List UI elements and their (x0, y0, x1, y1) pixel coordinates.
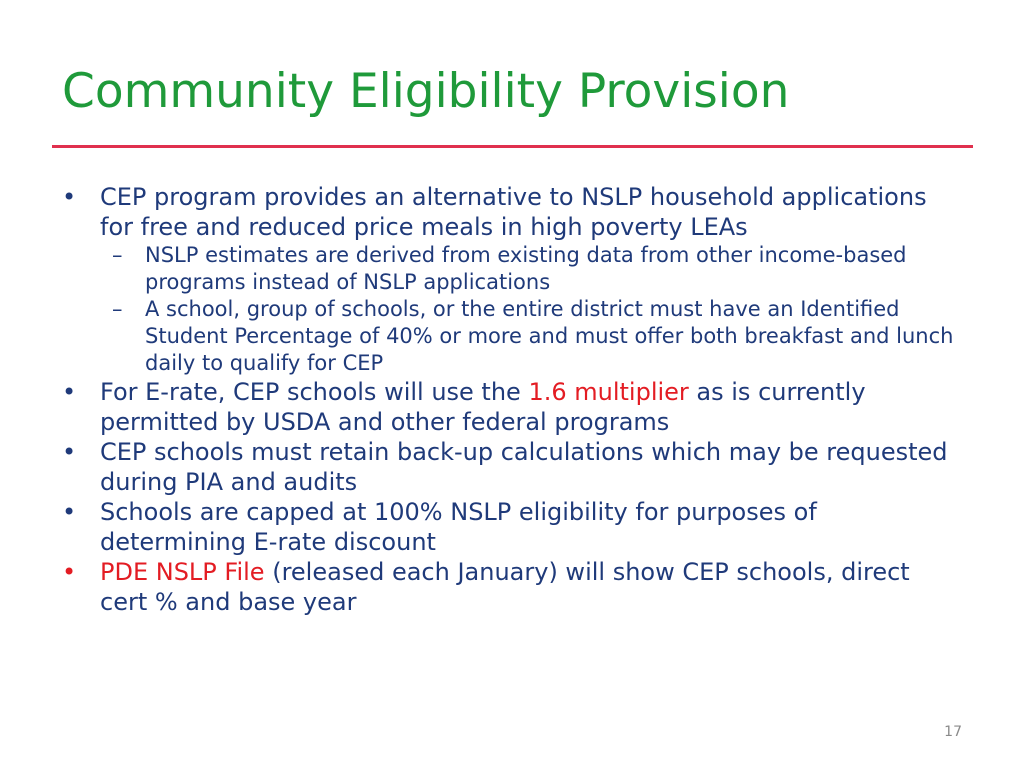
bullet-text: CEP schools must retain back-up calculations which may be requested during PIA and audits (100, 438, 948, 496)
bullet-erate-multiplier (62, 377, 962, 437)
bullet-text-start: For E-rate, CEP schools will use the (100, 378, 529, 406)
bullet-text: Schools are capped at 100% NSLP eligibility for purposes of determining E-rate discount (100, 498, 817, 556)
bullet-pde-nslp-file (62, 557, 962, 617)
sub-bullet-identified-student-percentage (62, 296, 962, 377)
sub-bullet-text: A school, group of schools, or the entire district must have an Identified Student Percentage of 40% or more and must offer both breakfast and lunch daily to qualify for CEP (145, 297, 954, 375)
sub-bullet-nslp-estimates (62, 242, 962, 296)
bullet-backup-calculations (62, 437, 962, 497)
bullet-cep-program (62, 182, 962, 242)
pde-nslp-file-highlight: PDE NSLP File (100, 558, 265, 586)
bullet-eligibility-cap (62, 497, 962, 557)
bullet-text: CEP program provides an alternative to NSLP household applications for free and reduced price meals in high poverty LEAs (100, 183, 927, 241)
bullet-marker: • (62, 183, 77, 211)
title-divider (52, 145, 973, 148)
sub-bullet-marker: – (112, 243, 123, 267)
bullet-marker: • (62, 378, 77, 406)
bullet-text-end: as is currently permitted by USDA and other federal programs (100, 378, 866, 436)
bullet-text-end: (released each January) will show CEP schools, direct cert % and base year (100, 558, 910, 616)
page-number: 17 (944, 724, 962, 740)
slide-body (62, 182, 962, 617)
bullet-marker: • (62, 498, 77, 526)
bullet-marker: • (62, 558, 77, 586)
multiplier-highlight: 1.6 multiplier (528, 378, 689, 406)
sub-bullet-marker: – (112, 297, 123, 321)
sub-bullet-text: NSLP estimates are derived from existing data from other income-based programs instead of NSLP applications (145, 243, 907, 294)
slide-title: Community Eligibility Provision (62, 64, 790, 119)
bullet-marker: • (62, 438, 77, 466)
